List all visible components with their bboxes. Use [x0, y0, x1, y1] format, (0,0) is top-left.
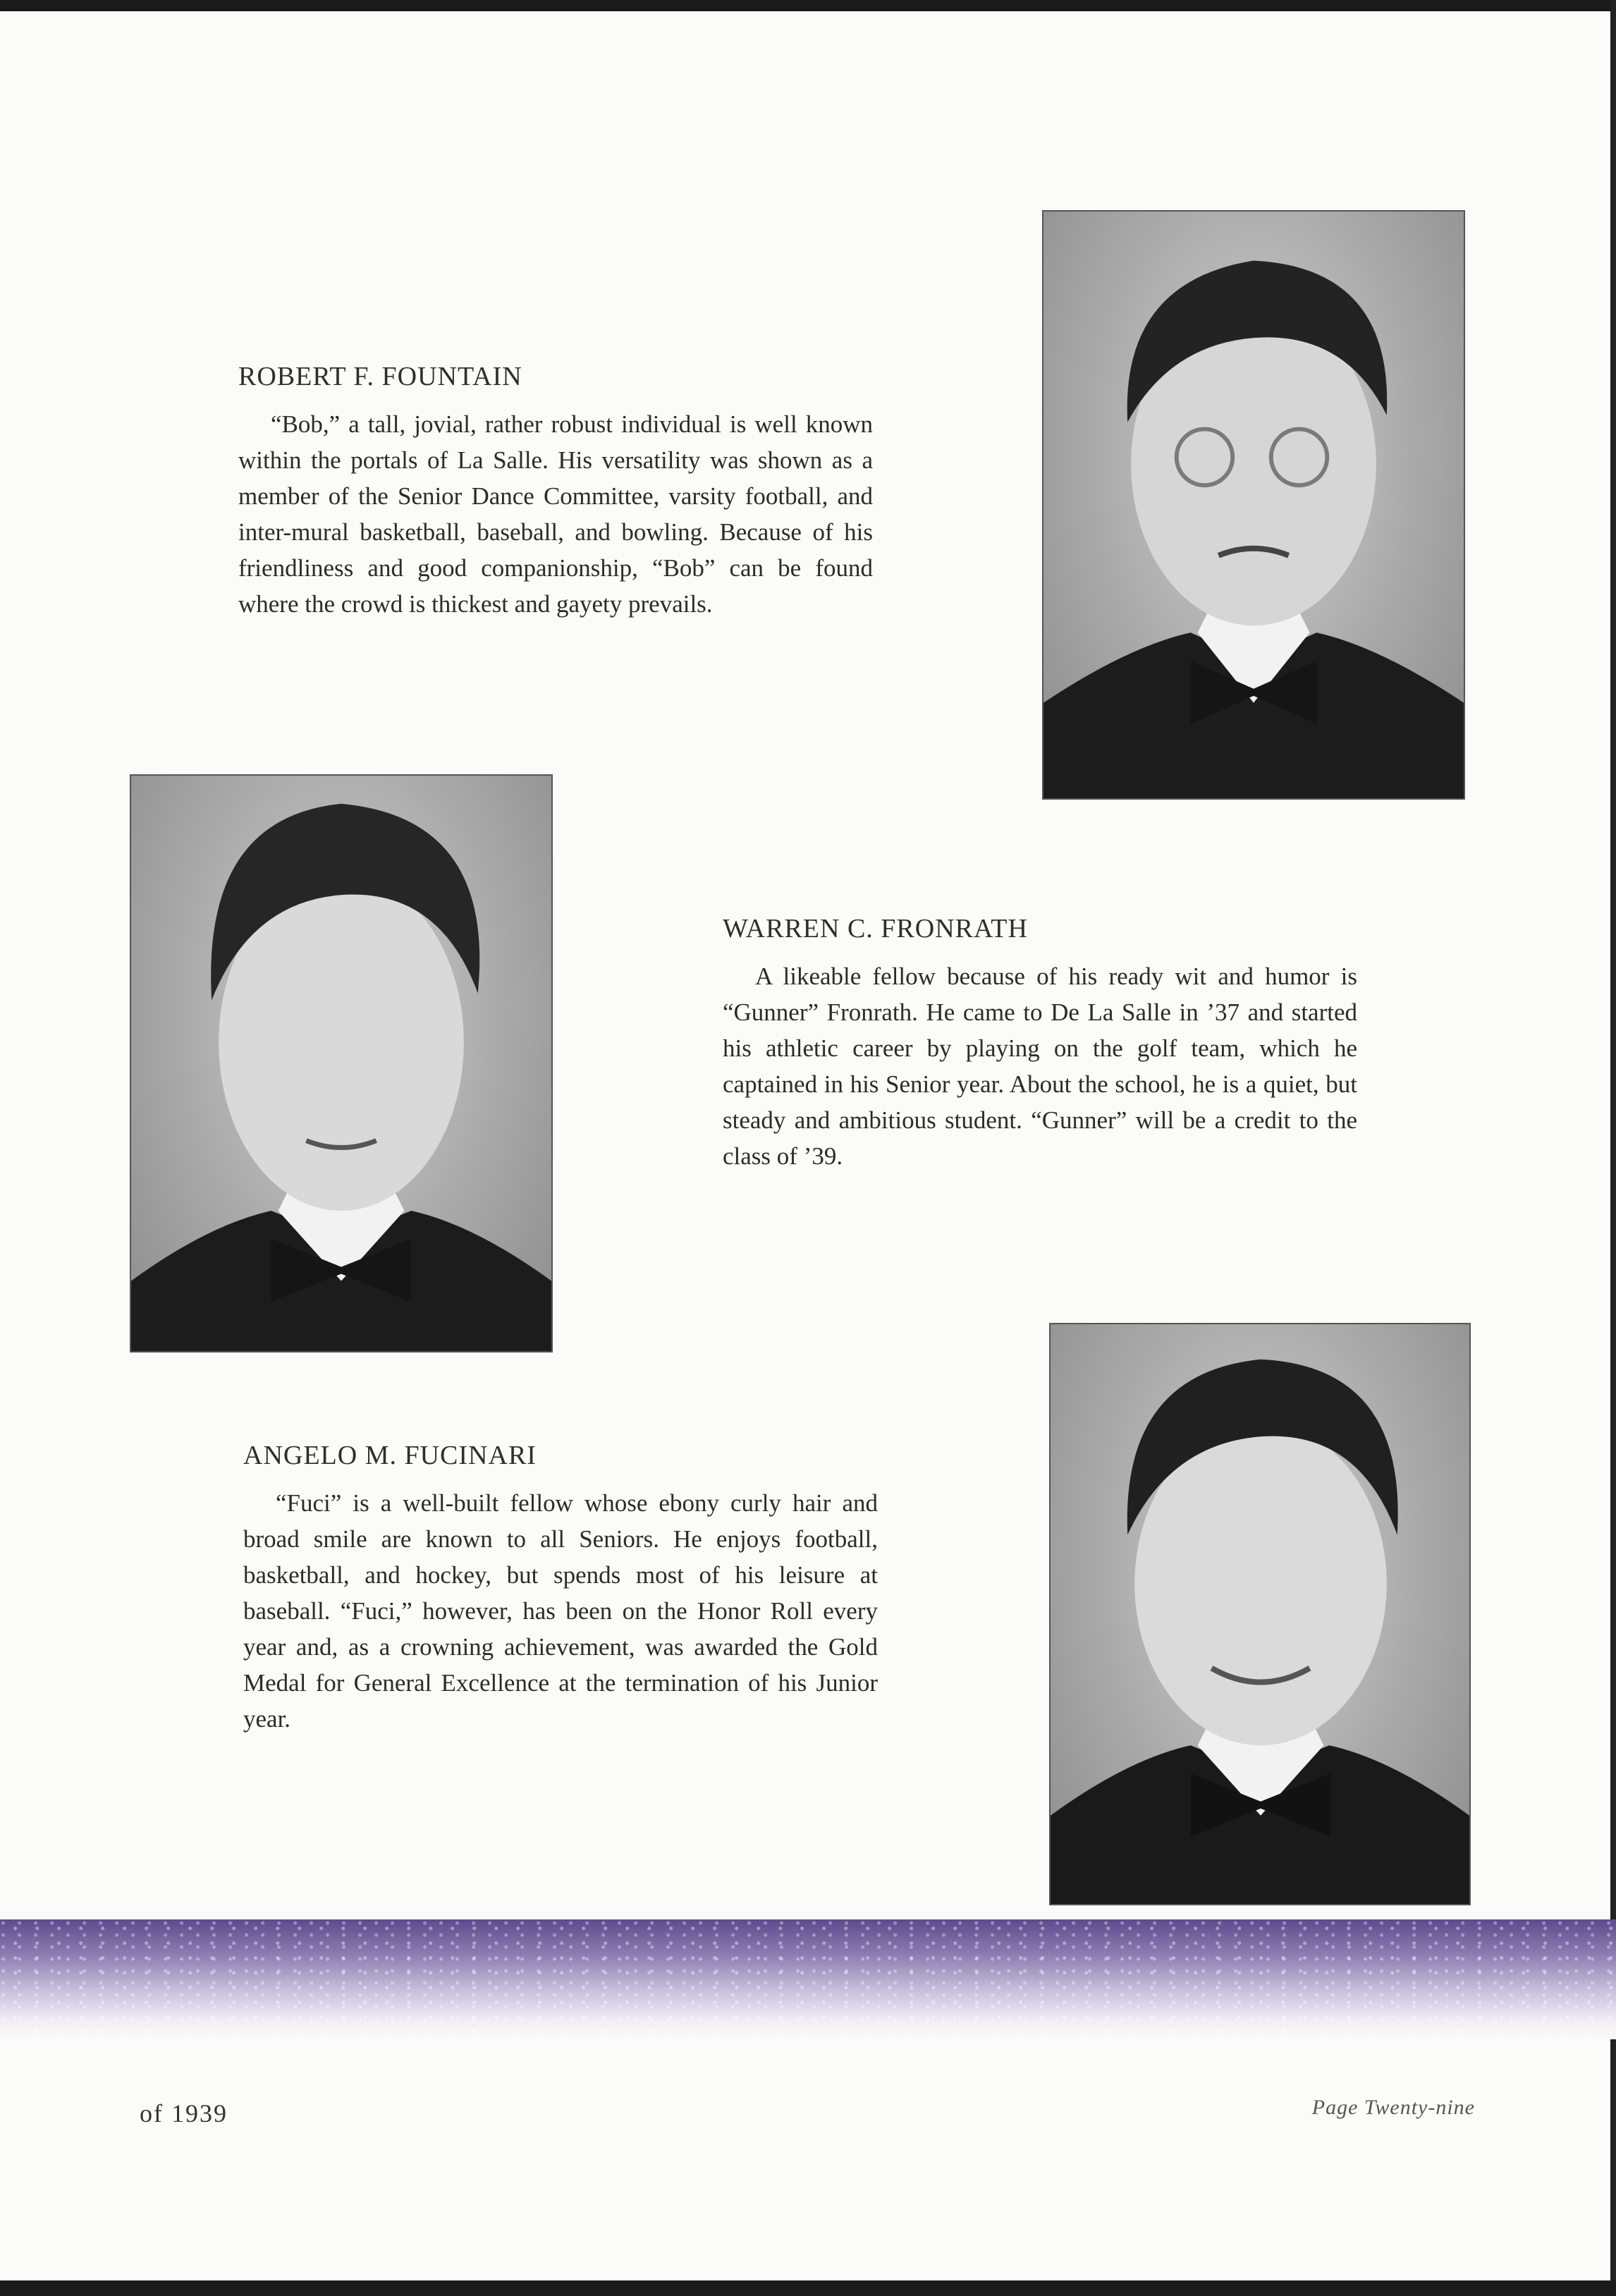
footer-class-year: of 1939 [140, 2099, 228, 2127]
student-name-fucinari: ANGELO M. FUCINARI [243, 1441, 537, 1470]
student-bio-fucinari: “Fuci” is a well-built fellow whose ebony curly hair and broad smile are known to all Seniors. He enjoys football, basketball, and hockey, but spends most of his leisure at baseball. “Fuci,” however, has been on the Honor Roll every year and, as a crowning achievement, was awarded the Gold Medal for General Excellence at the termination of his Junior year. [243, 1489, 878, 1733]
scan-edge-top [0, 0, 1616, 11]
decorative-stipple-band [0, 1919, 1616, 2039]
portrait-photo-fucinari [1049, 1323, 1471, 1905]
student-bio-fountain: “Bob,” a tall, jovial, rather robust individual is well known within the portals of La Salle. His versatility was shown as a member of the Senior Dance Committee, varsity football, and inter-mural basketball, baseball, and bowling. Because of his friendliness and good companionship, “Bob” can be found where the crowd is thickest and gayety prevails. [238, 410, 873, 618]
student-name-fronrath: WARREN C. FRONRATH [723, 914, 1028, 944]
scan-edge-bottom [0, 2280, 1616, 2296]
footer-page-number: Page Twenty-nine [1311, 2096, 1475, 2119]
portrait-photo-fronrath [130, 774, 553, 1352]
student-bio-fronrath: A likeable fellow because of his ready wit and humor is “Gunner” Fronrath. He came to De La Salle in ’37 and started his athletic career by playing on the golf team, which he captained in his Senior year. About the school, he is a quiet, but steady and ambitious student. “Gunner” will be a credit to the class of ’39. [723, 963, 1357, 1170]
student-name-fountain: ROBERT F. FOUNTAIN [238, 362, 522, 391]
portrait-photo-fountain [1042, 210, 1465, 800]
